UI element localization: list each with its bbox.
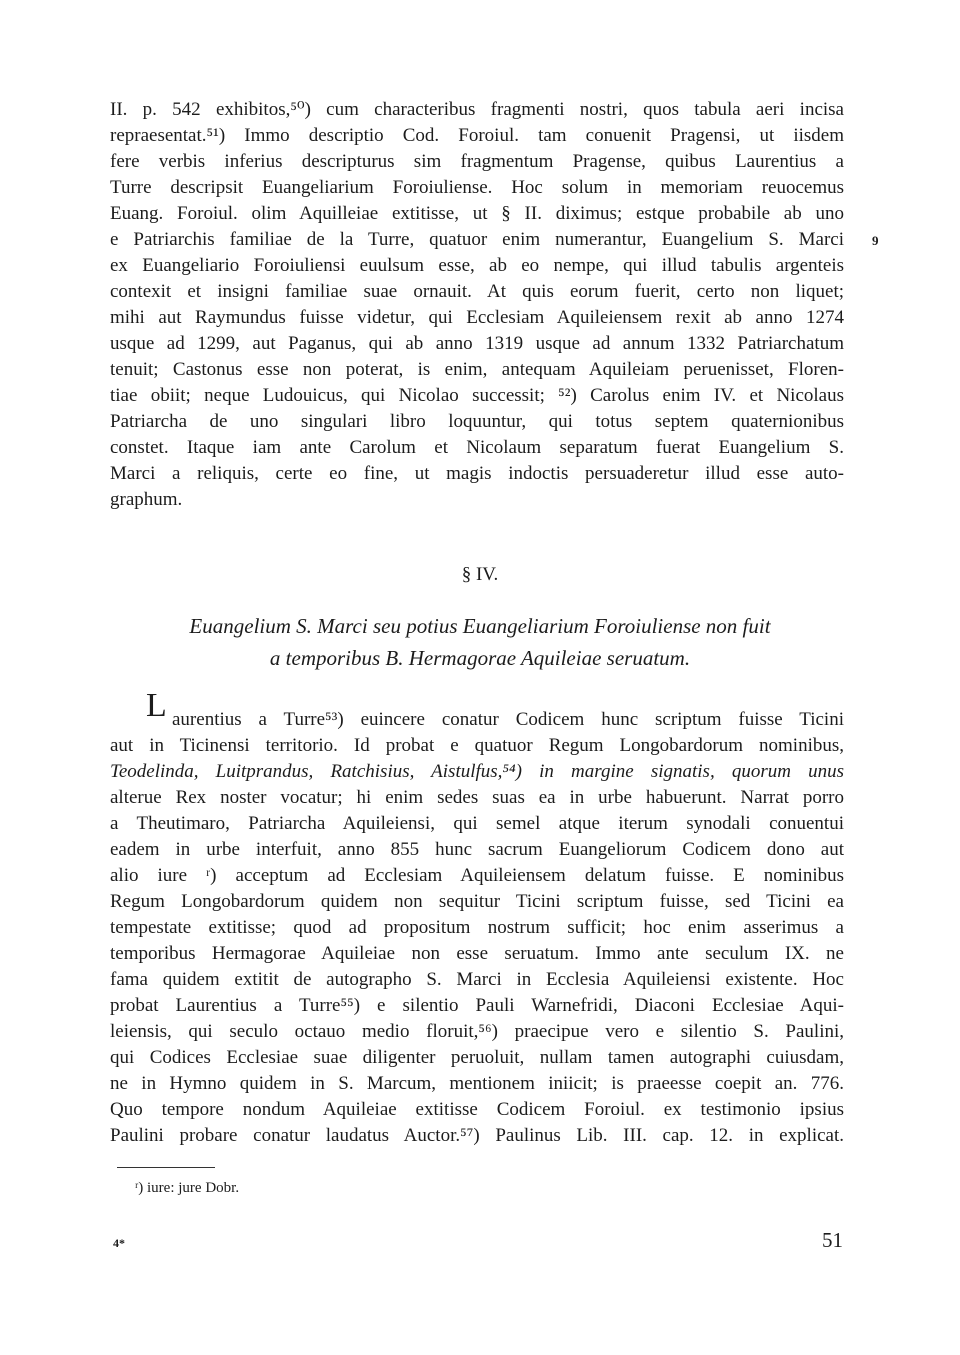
text-line: Regum Longobardorum quidem non sequitur Ticini scriptum fuisse, sed Ticini ea [110, 891, 844, 912]
text-line: ex Euangeliario Foroiuliensi euulsum esse, ab eo nempe, qui illud tabulis argenteis [110, 255, 844, 276]
text-line: mihi aut Raymundus fuisse videtur, qui Ecclesiam Aquileiensem rexit ab anno 1274 [110, 307, 844, 328]
text-line: alterue Rex noster vocatur; hi enim sedes suas ea in urbe habuerunt. Narrat porro [110, 787, 844, 808]
text-line: Teodelinda, Luitprandus, Ratchisius, Aistulfus,⁵⁴) in margine signatis, quorum unus [110, 761, 844, 782]
drop-cap: L [146, 687, 167, 724]
text-line: probat Laurentius a Turre⁵⁵) e silentio Pauli Warnefridi, Diaconi Ecclesiae Aqui- [110, 995, 844, 1016]
text-line: graphum. [110, 489, 183, 510]
text-line: temporibus Hermagorae Aquileiae non esse seruatum. Immo ante seculum IX. ne [110, 943, 844, 964]
text-line: constet. Itaque iam ante Carolum et Nicolaum separatum fuerat Euangelium S. [110, 437, 844, 458]
text-line: Quo tempore nondum Aquileiae extitisse Codicem Foroiul. ex testimonio ipsius [110, 1099, 844, 1120]
text-line: Patriarcha de uno singulari libro loquuntur, qui totus septem quaternionibus [110, 411, 844, 432]
text-line: Euang. Foroiul. olim Aquilleiae extitisse, ut § II. diximus; estque probabile ab uno [110, 203, 844, 224]
text-line: leiensis, qui seculo octauo medio floruit,⁵⁶) praecipue vero e silentio S. Paulini, [110, 1021, 844, 1042]
margin-number: 9 [872, 233, 879, 248]
text-line: e Patriarchis familiae de la Turre, quatuor enim numerantur, Euangelium S. Marci [110, 229, 844, 250]
text-line: Paulini probare conatur laudatus Auctor.⁵⁷) Paulinus Lib. III. cap. 12. in explicat. [110, 1125, 844, 1146]
text-line: aut in Ticinensi territorio. Id probat e quatuor Regum Longobardorum nominibus, [110, 735, 844, 756]
text-line: usque ad 1299, aut Paganus, qui ab anno 1319 usque ad annum 1332 Patriarchatum [110, 333, 844, 354]
footnote: ʳ) iure: jure Dobr. [135, 1180, 240, 1196]
subheading-line: a temporibus B. Hermagorae Aquileiae seruatum. [269, 646, 691, 670]
page-number: 51 [822, 1228, 843, 1252]
text-line: fere verbis inferius descripturus sim fragmentum Pragense, quibus Laurentius a [110, 151, 844, 172]
text-line: ne in Hymno quidem in S. Marcum, mentionem iniicit; is praeesse coepit an. 776. [110, 1073, 844, 1094]
text-line: tempestate extitisse; quod ad propositum nostrum sufficit; hoc enim asserimus a [110, 917, 844, 938]
text-line: Marci a reliquis, certe eo fine, ut magis indoctis persuaderetur illud esse auto- [110, 463, 844, 484]
text-line: tiae obiit; neque Ludouicus, qui Nicolao successit; ⁵²) Carolus enim IV. et Nicolaus [110, 385, 844, 406]
text-line: Turre descripsit Euangeliarium Foroiuliense. Hoc solum in memoriam reuocemus [110, 177, 844, 198]
text-line: aurentius a Turre⁵³) euincere conatur Codicem hunc scriptum fuisse Ticini [172, 709, 844, 730]
text-line: contexit et insigni familiae suae ornauit. At quis eorum fuerit, certo non liquet; [110, 281, 844, 302]
text-line: a Theutimaro, Patriarcha Aquileiensi, qui semel atque iterum synodali conuentui [110, 813, 844, 834]
subheading-line: Euangelium S. Marci seu potius Euangeliarium Foroiuliense non fuit [189, 614, 771, 638]
text-line: eadem in urbe interfuit, anno 855 hunc sacrum Euangeliorum Codicem dono aut [110, 839, 844, 860]
signature-mark: 4* [113, 1236, 125, 1250]
text-line: fama quidem extitit de autographo S. Marci in Ecclesia Aquileiensi existente. Hoc [110, 969, 844, 990]
text-line: tenuit; Castonus esse non poterat, is enim, antequam Aquileiam peruenisset, Floren- [110, 359, 844, 380]
text-line: qui Codices Ecclesiae suae diligenter peruoluit, nullam tamen autographi cuiusdam, [110, 1047, 844, 1068]
footnote-rule [117, 1167, 215, 1168]
text-line: repraesentat.⁵¹) Immo descriptio Cod. Foroiul. tam conuenit Pragensi, ut iisdem [110, 125, 844, 146]
text-line: II. p. 542 exhibitos,⁵⁰) cum characteribus fragmenti nostri, quos tabula aeri incisa [110, 99, 844, 120]
text-line: alio iure ʳ) acceptum ad Ecclesiam Aquileiensem delatum fuisse. E nominibus [110, 865, 844, 886]
section-heading: § IV. [461, 564, 499, 585]
